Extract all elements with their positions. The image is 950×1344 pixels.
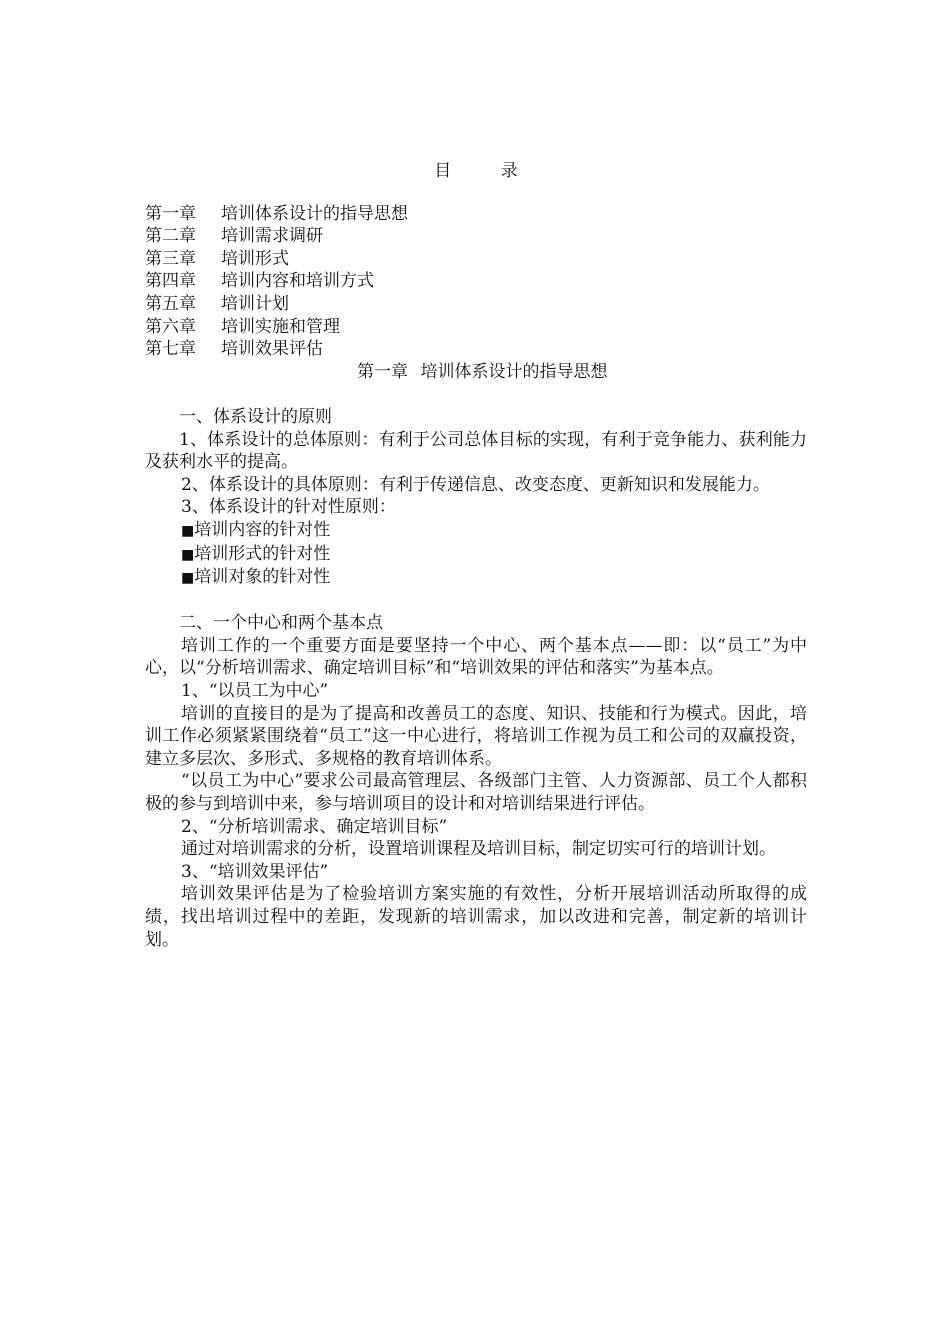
toc-item bbox=[145, 248, 807, 271]
section-heading: 一、体系设计的原则 bbox=[179, 406, 332, 427]
toc-item-number: 第四章 bbox=[145, 271, 196, 292]
document-content bbox=[145, 160, 807, 951]
toc-item-number: 第一章 bbox=[145, 203, 196, 224]
paragraph: 通过对培训需求的分析，设置培训课程及培训目标，制定切实可行的培训计划。 bbox=[181, 839, 776, 860]
subsection-title: 3、“培训效果评估” bbox=[181, 861, 329, 882]
toc-item-number: 第六章 bbox=[145, 316, 196, 337]
list-item-text: 培训形式的针对性 bbox=[194, 543, 331, 564]
bullet-square-icon: ■ bbox=[181, 522, 195, 539]
toc-item-title: 培训计划 bbox=[221, 293, 289, 314]
toc-item-number: 第二章 bbox=[145, 226, 196, 247]
toc-item bbox=[145, 203, 807, 226]
paragraph: 培训工作的一个重要方面是要坚持一个中心、两个基本点——即：以“员工”为中心，以“分析培训需求、确定培训目标”和“培训效果的评估和落实”为基本点。 bbox=[145, 635, 807, 679]
bullet-square-icon: ■ bbox=[181, 570, 195, 587]
toc-item bbox=[145, 338, 807, 361]
list-item bbox=[145, 519, 807, 543]
toc-item-title: 培训效果评估 bbox=[221, 339, 323, 360]
list-item-text: 培训内容的针对性 bbox=[194, 519, 331, 540]
list-item bbox=[145, 543, 807, 567]
toc-item bbox=[145, 293, 807, 316]
toc-item-title: 培训实施和管理 bbox=[221, 316, 340, 337]
chapter-number: 第一章 bbox=[357, 361, 408, 382]
blank-line bbox=[145, 383, 807, 406]
toc-item-number: 第三章 bbox=[145, 248, 196, 269]
toc-item-title: 培训形式 bbox=[221, 248, 289, 269]
toc-item-number: 第五章 bbox=[145, 293, 196, 314]
toc-item-title: 培训体系设计的指导思想 bbox=[221, 203, 408, 224]
chapter-heading: 培训体系设计的指导思想 bbox=[420, 361, 608, 382]
subsection-title: 2、“分析培训需求、确定培训目标” bbox=[181, 816, 448, 837]
chapter-title bbox=[145, 361, 807, 384]
section-heading: 二、一个中心和两个基本点 bbox=[179, 613, 383, 634]
toc-item-number: 第七章 bbox=[145, 339, 196, 360]
toc-item bbox=[145, 316, 807, 339]
list-item-text: 培训对象的针对性 bbox=[194, 567, 331, 588]
toc-item bbox=[145, 225, 807, 248]
toc-item-title: 培训内容和培训方式 bbox=[221, 271, 374, 292]
paragraph: 培训的直接目的是为了提高和改善员工的态度、知识、技能和行为模式。因此，培训工作必须紧紧围绕着“员工”这一中心进行，将培训工作视为员工和公司的双赢投资，建立多层次、多形式、多规格的教育培训体系。 bbox=[145, 703, 807, 769]
table-of-contents bbox=[145, 203, 807, 361]
list-item bbox=[145, 566, 807, 590]
toc-title: 目 录 bbox=[434, 161, 540, 181]
subsection-title: 1、“以员工为中心” bbox=[181, 681, 329, 702]
toc-item bbox=[145, 270, 807, 293]
paragraph: 3、体系设计的针对性原则： bbox=[181, 497, 396, 518]
paragraph: “以员工为中心”要求公司最高管理层、各级部门主管、人力资源部、员工个人都积极的参与到培训中来，参与培训项目的设计和对培训结果进行评估。 bbox=[145, 771, 807, 815]
toc-item-title: 培训需求调研 bbox=[221, 226, 323, 247]
blank-line bbox=[145, 590, 807, 613]
paragraph: 2、体系设计的具体原则：有利于传递信息、改变态度、更新知识和发展能力。 bbox=[181, 474, 770, 495]
paragraph: 1、体系设计的总体原则：有利于公司总体目标的实现，有利于竞争能力、获利能力及获利水平的提高。 bbox=[145, 429, 807, 473]
bullet-square-icon: ■ bbox=[181, 546, 195, 563]
paragraph: 培训效果评估是为了检验培训方案实施的有效性，分析开展培训活动所取得的成绩，找出培训过程中的差距，发现新的培训需求，加以改进和完善，制定新的培训计划。 bbox=[145, 884, 807, 950]
